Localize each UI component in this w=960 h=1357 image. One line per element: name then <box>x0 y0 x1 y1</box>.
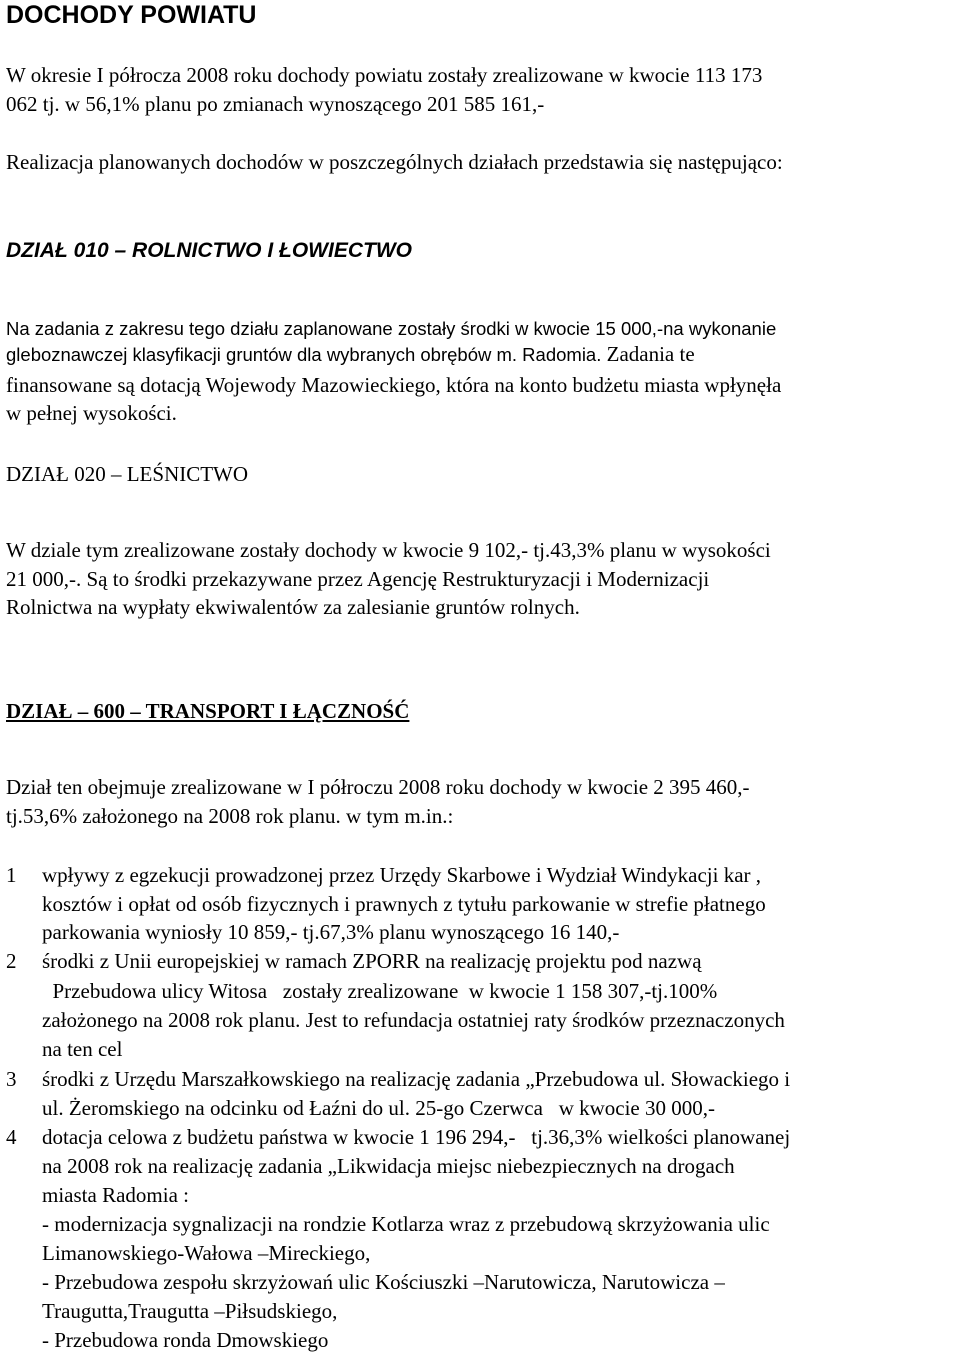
section-010-line-3-text: finansowane są dotacją Wojewody Mazowieckiego, która na konto budżetu miasta wpłynęła <box>6 373 782 397</box>
list-item-3-line-2: ul. Żeromskiego na odcinku od Łaźni do ul. 25-go Czerwca w kwocie 30 000,- <box>42 1096 715 1120</box>
intro-line-3: Realizacja planowanych dochodów w poszczególnych działach przedstawia się następująco: <box>6 150 783 174</box>
section-010-line-2-tail: Zadania te <box>601 342 695 366</box>
intro-line-2: 062 tj. w 56,1% planu po zmianach wynoszącego 201 585 161,- <box>6 92 545 116</box>
page-title: DOCHODY POWIATU <box>6 1 257 29</box>
list-item-1-line-3: parkowania wyniosły 10 859,- tj.67,3% planu wynoszącego 16 140,- <box>42 920 620 944</box>
list-item-4-line-5: Limanowskiego-Wałowa –Mireckiego, <box>42 1241 371 1265</box>
list-item-2-line-3: założonego na 2008 rok planu. Jest to refundacja ostatniej raty środków przeznaczonych <box>42 1008 785 1032</box>
list-item-number-1: 1 <box>6 863 17 887</box>
list-item-1-line-1: wpływy z egzekucji prowadzonej przez Urzędy Skarbowe i Wydział Windykacji kar , <box>42 863 762 887</box>
list-item-4-line-2: na 2008 rok na realizację zadania „Likwidacja miejsc niebezpiecznych na drogach <box>42 1154 735 1178</box>
list-item-4-line-4: - modernizacja sygnalizacji na rondzie Kotlarza wraz z przebudową skrzyżowania ulic <box>42 1212 770 1236</box>
list-item-2-line-2: Przebudowa ulicy Witosa zostały zrealizowane w kwocie 1 158 307,-tj.100% <box>42 979 718 1003</box>
section-020-heading: DZIAŁ 020 – LEŚNICTWO <box>6 462 249 486</box>
list-item-number-2: 2 <box>6 949 17 973</box>
list-item-4-line-3: miasta Radomia : <box>42 1183 189 1207</box>
list-item-4-line-8: - Przebudowa ronda Dmowskiego <box>42 1328 329 1352</box>
list-item-4-line-7: Traugutta,Traugutta –Piłsudskiego, <box>42 1299 338 1323</box>
section-010-line-4: w pełnej wysokości. <box>6 401 177 425</box>
section-010-heading: DZIAŁ 010 – ROLNICTWO I ŁOWIECTWO <box>6 239 412 262</box>
list-item-number-3: 3 <box>6 1067 17 1091</box>
intro-line-1: W okresie I półrocza 2008 roku dochody powiatu zostały zrealizowane w kwocie 113 173 <box>6 63 763 87</box>
section-600-heading: DZIAŁ – 600 – TRANSPORT I ŁĄCZNOŚĆ <box>6 699 410 723</box>
list-item-number-4: 4 <box>6 1125 17 1149</box>
section-010-line-2-text: gleboznawczej klasyfikacji gruntów dla wybranych obrębów m. Radomia. <box>6 344 602 365</box>
list-item-4-line-1: dotacja celowa z budżetu państwa w kwocie 1 196 294,- tj.36,3% wielkości planowanej <box>42 1125 791 1149</box>
section-600-line-2: tj.53,6% założonego na 2008 rok planu. w tym m.in.: <box>6 804 454 828</box>
list-item-2-line-4: na ten cel <box>42 1037 123 1061</box>
list-item-1-line-2: kosztów i opłat od osób fizycznych i prawnych z tytułu parkowanie w strefie płatnego <box>42 892 766 916</box>
list-item-3-line-1: środki z Urzędu Marszałkowskiego na realizację zadania „Przebudowa ul. Słowackiego i <box>42 1067 791 1091</box>
list-item-2-line-1: środki z Unii europejskiej w ramach ZPORR na realizację projektu pod nazwą <box>42 949 702 973</box>
section-600-line-1: Dział ten obejmuje zrealizowane w I półroczu 2008 roku dochody w kwocie 2 395 460,- <box>6 775 750 799</box>
section-010-line-1: Na zadania z zakresu tego działu zaplanowane zostały środki w kwocie 15 000,-na wykonanie <box>6 318 777 339</box>
list-item-4-line-6: - Przebudowa zespołu skrzyżowań ulic Kościuszki –Narutowicza, Narutowicza – <box>42 1270 725 1294</box>
section-020-line-1: W dziale tym zrealizowane zostały dochody w kwocie 9 102,- tj.43,3% planu w wysokości <box>6 538 771 562</box>
section-020-line-2: 21 000,-. Są to środki przekazywane przez Agencję Restrukturyzacji i Modernizacji <box>6 567 710 591</box>
section-020-line-3: Rolnictwa na wypłaty ekwiwalentów za zalesianie gruntów rolnych. <box>6 595 580 619</box>
section-010-line-2 <box>6 340 695 369</box>
